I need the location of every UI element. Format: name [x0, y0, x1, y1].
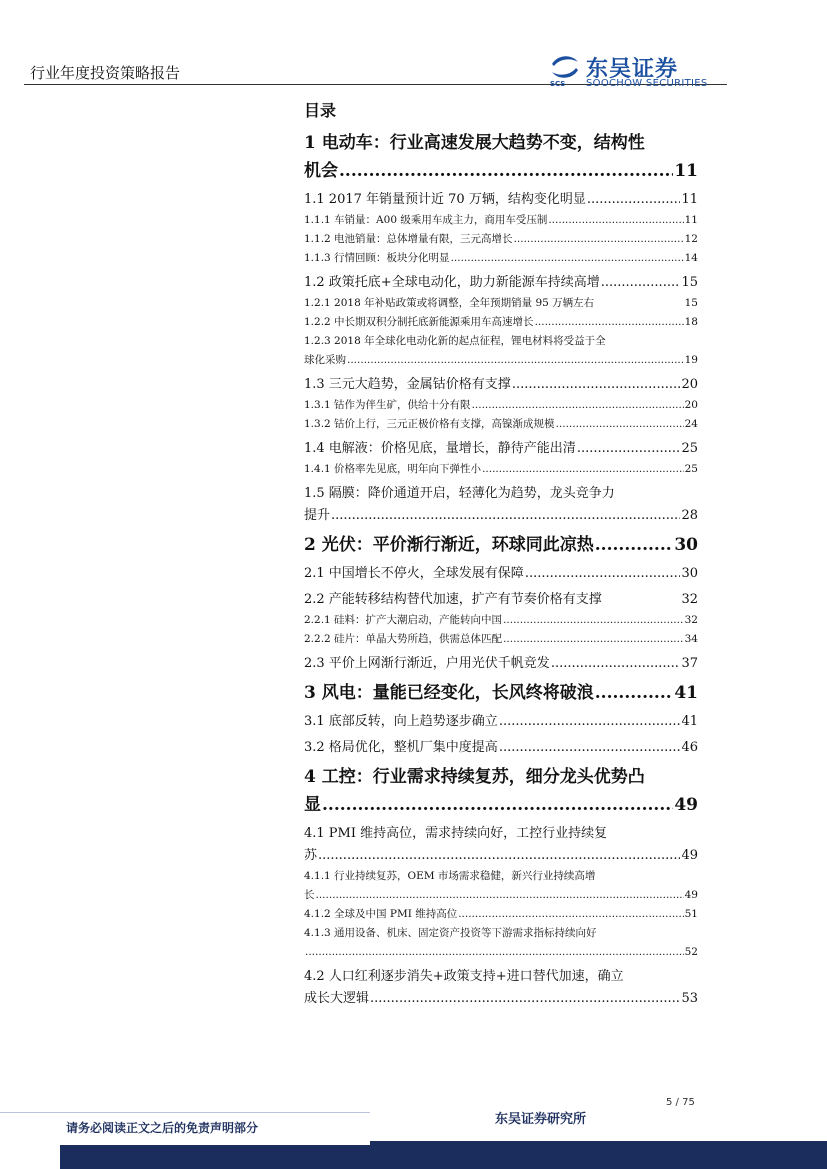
toc-leader-dots: [535, 313, 684, 332]
toc-page-number: 19: [684, 354, 698, 366]
toc-entry-title: 机会: [304, 161, 338, 181]
toc-page-number: 53: [681, 991, 698, 1006]
toc-entry-title: 1.2.2 中长期双积分制托底新能源乘用车高速增长: [304, 316, 534, 328]
toc-entry-title: 成长大逻辑: [304, 991, 370, 1006]
toc-entry[interactable]: [304, 438, 698, 460]
toc-entry-title: 3 风电：量能已经变化，长风终将破浪: [304, 683, 594, 703]
toc-entry-title: 提升: [304, 508, 331, 523]
toc-leader-dots: [322, 791, 673, 819]
toc-entry[interactable]: [304, 460, 698, 479]
toc-page-number: 11: [681, 192, 698, 207]
toc-entry-title: 1.4 电解液：价格见底，量增长，静待产能出清: [304, 441, 576, 456]
toc-entry[interactable]: [304, 129, 698, 185]
toc-page-number: 15: [681, 275, 698, 290]
toc-entry-title: 1 电动车：行业高速发展大趋势不变，结构性: [304, 133, 645, 153]
toc-entry[interactable]: [304, 249, 698, 268]
toc-leader-dots: [347, 351, 684, 370]
toc-page-number: 28: [681, 508, 698, 523]
toc-entry-title: 1.2.3 2018 年全球化电动化新的起点征程，锂电材料将受益于全: [304, 335, 606, 347]
toc-page-number: 12: [684, 233, 698, 245]
report-type-title: 行业年度投资策略报告: [30, 64, 181, 82]
toc-entry-title: 1.2 政策托底+全球电动化，助力新能源车持续高增: [304, 275, 600, 290]
toc-entry-title: 3.1 底部反转，向上趋势逐步确立: [304, 714, 498, 729]
toc-leader-dots: [318, 845, 680, 867]
toc-entry-title: 1.3 三元大趋势，金属钴价格有支撑: [304, 377, 511, 392]
toc-entry[interactable]: [304, 483, 698, 527]
toc-entry-title: 1.2.1 2018 年补贴政策或将调整，全年预期销量 95 万辆左右: [304, 297, 595, 309]
toc-page-number: 20: [681, 377, 698, 392]
toc-entries: [304, 129, 698, 1010]
toc-page-number: 52: [684, 946, 698, 958]
toc-entry[interactable]: [304, 630, 698, 649]
toc-entry-title: 2.2.1 硅料：扩产大潮启动，产能转向中国: [304, 614, 503, 626]
toc-entry-title: 1.5 隔膜：降价通道开启，轻薄化为趋势，龙头竞争力: [304, 486, 615, 501]
toc-entry[interactable]: [304, 531, 698, 559]
toc-entry[interactable]: [304, 396, 698, 415]
toc-page-number: 49: [674, 795, 698, 815]
toc-page-number: 32: [681, 592, 698, 607]
toc-entry[interactable]: [304, 211, 698, 230]
toc-leader-dots: [339, 157, 673, 185]
toc-page-number: 25: [684, 463, 698, 475]
toc-leader-dots: [548, 211, 683, 230]
company-logo: [548, 52, 728, 92]
toc-entry-title: 2 光伏：平价渐行渐近，环球同此凉热: [304, 535, 594, 555]
toc-entry[interactable]: [304, 679, 698, 707]
toc-entry-title: 4 工控：行业需求持续复苏，细分龙头优势凸: [304, 767, 645, 787]
toc-entry-title: 1.4.1 价格率先见底，明年向下弹性小: [304, 463, 482, 475]
toc-entry-title: 4.1.3 通用设备、机床、固定资产投资等下游需求指标持续向好: [304, 927, 597, 939]
toc-entry-title: 4.1 PMI 维持高位，需求持续向好，工控行业持续复: [304, 826, 608, 841]
toc-entry-title: 3.2 格局优化，整机厂集中度提高: [304, 740, 498, 755]
logo-mark-text: SCS: [550, 80, 566, 88]
toc-entry-title: 球化采购: [304, 354, 346, 366]
toc-leader-dots: [316, 886, 684, 905]
toc-page-number: 32: [684, 614, 698, 626]
toc-entry[interactable]: [304, 763, 698, 819]
toc-page-number: 34: [684, 633, 698, 645]
toc-page-number: 41: [674, 683, 698, 703]
toc-entry[interactable]: [304, 737, 698, 759]
table-of-contents: [304, 98, 698, 1010]
toc-leader-dots: [305, 943, 684, 962]
toc-leader-dots: [595, 679, 674, 707]
toc-page-number: 18: [684, 316, 698, 328]
toc-entry[interactable]: [304, 415, 698, 434]
toc-entry-title: 2.1 中国增长不停火，全球发展有保障: [304, 566, 524, 581]
toc-page-number: 15: [684, 297, 698, 309]
toc-leader-dots: [577, 438, 681, 460]
toc-entry[interactable]: [304, 611, 698, 630]
toc-leader-dots: [451, 249, 684, 268]
toc-entry-title: 4.2 人口红利逐步消失+政策支持+进口替代加速，确立: [304, 969, 624, 984]
toc-entry-title: 1.3.2 钴价上行，三元正极价格有支撑，高镍渐成规模: [304, 418, 555, 430]
toc-leader-dots: [525, 563, 681, 585]
toc-leader-dots: [514, 230, 684, 249]
toc-entry-title: 长: [304, 889, 315, 901]
toc-entry[interactable]: [304, 823, 698, 867]
toc-entry[interactable]: [304, 563, 698, 585]
toc-entry-title: 2.2 产能转移结构替代加速，扩产有节奏价格有支撑: [304, 592, 602, 607]
toc-page-number: 37: [681, 656, 698, 671]
toc-leader-dots: [499, 737, 681, 759]
toc-title: 目录: [304, 101, 337, 120]
toc-entry-title: 苏: [304, 848, 318, 863]
logo-mark-icon: [548, 52, 582, 88]
toc-page-number: 20: [684, 399, 698, 411]
toc-leader-dots: [370, 988, 680, 1010]
toc-page-number: 11: [674, 161, 698, 181]
toc-entry-title: 显: [304, 795, 321, 815]
toc-entry[interactable]: [304, 867, 698, 905]
toc-page-number: 49: [681, 848, 698, 863]
toc-leader-dots: [595, 531, 674, 559]
toc-leader-dots: [601, 272, 681, 294]
footer-disclaimer: 请务必阅读正文之后的免责声明部分: [66, 1121, 259, 1135]
toc-page-number: 11: [684, 214, 698, 226]
toc-page-number: 49: [684, 889, 698, 901]
toc-entry[interactable]: [304, 924, 698, 962]
toc-entry[interactable]: [304, 230, 698, 249]
toc-entry-title: 1.1.3 行情回顾：板块分化明显: [304, 252, 450, 264]
toc-entry[interactable]: [304, 905, 698, 924]
toc-leader-dots: [503, 611, 684, 630]
page-number: 5 / 75: [666, 1097, 695, 1108]
toc-page-number: 25: [681, 441, 698, 456]
toc-leader-dots: [551, 653, 681, 675]
toc-leader-dots: [587, 189, 681, 211]
toc-entry[interactable]: [304, 653, 698, 675]
toc-entry[interactable]: [304, 332, 698, 370]
toc-entry-title: 1.3.1 钴作为伴生矿，供给十分有限: [304, 399, 471, 411]
toc-leader-dots: [458, 905, 683, 924]
toc-entry-title: 1.1.2 电池销量：总体增量有限，三元高增长: [304, 233, 513, 245]
toc-leader-dots: [472, 396, 684, 415]
toc-leader-dots: [556, 415, 684, 434]
footer-bar: [60, 1141, 827, 1169]
toc-entry[interactable]: [304, 374, 698, 396]
toc-entry[interactable]: [304, 966, 698, 1010]
toc-entry[interactable]: [304, 313, 698, 332]
toc-page-number: 24: [684, 418, 698, 430]
toc-page-number: 30: [674, 535, 698, 555]
toc-page-number: 46: [681, 740, 698, 755]
toc-page-number: 30: [681, 566, 698, 581]
toc-entry-title: 4.1.1 行业持续复苏，OEM 市场需求稳健，新兴行业持续高增: [304, 870, 596, 882]
toc-entry-title: 4.1.2 全球及中国 PMI 维持高位: [304, 908, 458, 920]
toc-entry-title: 2.3 平价上网渐行渐近，户用光伏千帆竞发: [304, 656, 550, 671]
toc-entry-title: 2.2.2 硅片：单晶大势所趋，供需总体匹配: [304, 633, 503, 645]
toc-entry[interactable]: [304, 272, 698, 294]
toc-entry[interactable]: [304, 589, 698, 611]
toc-page-number: 41: [681, 714, 698, 729]
toc-entry[interactable]: [304, 711, 698, 733]
logo-english-name: SOOCHOW SECURITIES: [586, 78, 708, 89]
toc-entry[interactable]: [304, 189, 698, 211]
toc-page-number: 51: [684, 908, 698, 920]
footer-institute: 东吴证券研究所: [495, 1112, 587, 1127]
logo-chinese-name: 东吴证券: [586, 57, 679, 82]
toc-entry-title: 1.1 2017 年销量预计近 70 万辆，结构变化明显: [304, 192, 586, 207]
toc-leader-dots: [512, 374, 681, 396]
toc-leader-dots: [503, 630, 684, 649]
toc-page-number: 14: [684, 252, 698, 264]
toc-leader-dots: [331, 505, 680, 527]
toc-entry[interactable]: [304, 294, 698, 313]
toc-leader-dots: [482, 460, 684, 479]
toc-leader-dots: [499, 711, 681, 733]
toc-entry-title: 1.1.1 车销量：A00 级乘用车成主力，商用车受压制: [304, 214, 548, 226]
